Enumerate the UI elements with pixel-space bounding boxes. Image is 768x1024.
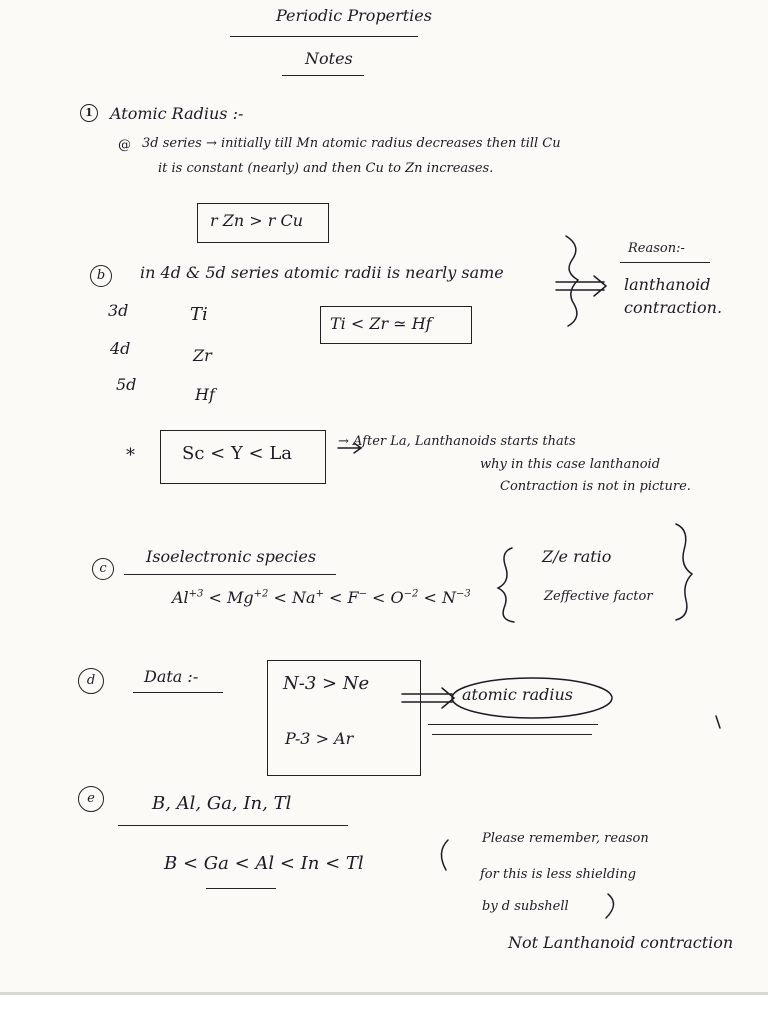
section-1-marker: 1: [80, 104, 98, 122]
c-left-brace: [498, 548, 514, 622]
reason-arrow-icon: [556, 276, 606, 296]
star-note-line1: → After La, Lanthanoids starts thats: [338, 434, 576, 449]
series-3d: 3d: [108, 301, 129, 320]
item-a-line1: 3d series → initially till Mn atomic radius decreases then till Cu: [142, 136, 561, 151]
series-4d: 4d: [110, 339, 131, 358]
item-e-marker: e: [78, 786, 104, 812]
star-boxed-text: Sc < Y < La: [182, 443, 293, 464]
item-a-line2: it is constant (nearly) and then Cu to Zn increases.: [158, 161, 494, 176]
item-a-marker: @: [118, 138, 131, 153]
item-b-statement: in 4d & 5d series atomic radii is nearly same: [140, 263, 504, 282]
item-d-result: atomic radius: [462, 685, 573, 704]
isoelectronic-order: $Al^{+3} < Mg^{+2} < Na^+ < F^- < O^{-2} < N^{-3}$: [172, 588, 471, 607]
item-d-row2: P-3 > Ar: [285, 729, 354, 748]
page-subtitle: Notes: [305, 49, 353, 68]
margin-tick: [716, 716, 720, 728]
star-arrow-icon: [338, 443, 361, 453]
element-ti: Ti: [190, 304, 208, 325]
item-b-reason-label: Reason:-: [628, 241, 685, 256]
reason-brace: [566, 236, 578, 326]
page-title: Periodic Properties: [276, 6, 432, 25]
element-zr: Zr: [193, 346, 212, 365]
item-e-order: B < Ga < Al < In < Tl: [164, 853, 364, 874]
c-right-brace: [676, 524, 692, 620]
section-1-heading: Atomic Radius :-: [110, 104, 244, 123]
series-5d: 5d: [116, 375, 137, 394]
star-marker: *: [126, 445, 135, 466]
atomic-radius-ellipse: [452, 678, 612, 718]
item-e-note-line1: Please remember, reason: [482, 831, 649, 846]
item-d-heading: Data :-: [144, 667, 199, 686]
item-d-row1: N-3 > Ne: [283, 673, 370, 694]
item-b-reason-line1: lanthanoid: [624, 275, 711, 294]
item-a-boxed-text: r Zn > r Cu: [210, 211, 304, 230]
d-arrow-icon: [402, 688, 454, 708]
item-e-elements: B, Al, Ga, In, Tl: [152, 793, 292, 814]
item-b-marker: b: [90, 265, 112, 287]
item-e-note-line2: for this is less shielding: [480, 867, 637, 882]
e-left-paren: [441, 840, 448, 870]
item-c-side-line1: Z/e ratio: [542, 547, 612, 566]
item-e-note-line3: by d subshell: [482, 899, 569, 914]
element-hf: Hf: [195, 385, 215, 404]
item-b-boxed-text: Ti < Zr ≃ Hf: [330, 314, 432, 333]
item-c-heading: Isoelectronic species: [146, 547, 317, 566]
item-c-marker: c: [92, 558, 114, 580]
item-c-side-line2: Zeffective factor: [544, 589, 653, 604]
item-e-note-line4: Not Lanthanoid contraction: [508, 933, 734, 952]
item-b-reason-line2: contraction.: [624, 298, 723, 317]
star-note-line3: Contraction is not in picture.: [500, 479, 691, 494]
item-d-marker: d: [78, 668, 104, 694]
star-note-line2: why in this case lanthanoid: [480, 457, 661, 472]
e-right-paren: [606, 894, 614, 918]
